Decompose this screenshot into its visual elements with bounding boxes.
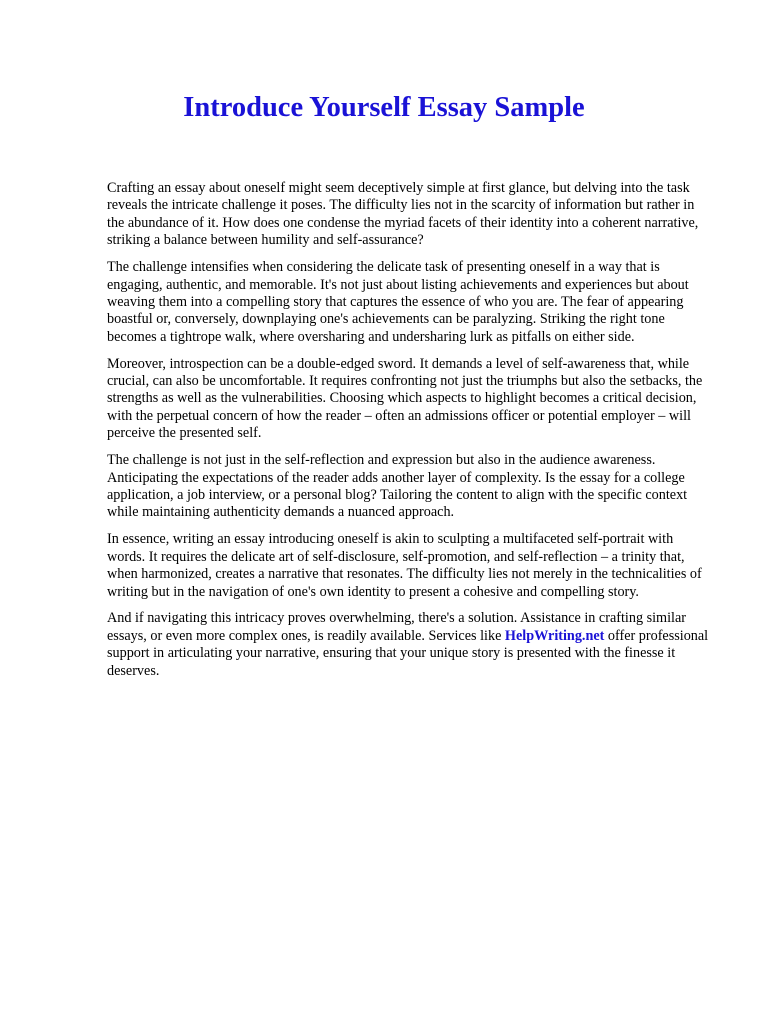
- paragraph-5: In essence, writing an essay introducing oneself is akin to sculpting a multifaceted self-portrait with words. It requires the delicate art of self-disclosure, self-promotion, and self-reflection – a trinity that, when harmonized, creates a narrative that resonates. The difficulty lies not merely in the technicalities of writing but in the navigation of one's own identity to present a cohesive and compelling story.: [107, 531, 702, 600]
- paragraph-3: Moreover, introspection can be a double-edged sword. It demands a level of self-awareness that, while crucial, can also be uncomfortable. It requires confronting not just the triumphs but also the setbacks, the strengths as well as the vulnerabilities. Choosing which aspects to highlight becomes a critical decision, with the perpetual concern of how the reader – often an admissions officer or potential employer – will perceive the presented self.: [107, 355, 703, 442]
- paragraph-1: Crafting an essay about oneself might seem deceptively simple at first glance, but delving into the task reveals the intricate challenge it poses. The difficulty lies not in the scarcity of information but rather in the abundance of it. How does one condense the myriad facets of their identity into a coherent narrative, striking a balance between humility and self-assurance?: [107, 180, 699, 249]
- page-title: Introduce Yourself Essay Sample: [183, 92, 585, 123]
- helpwriting-link[interactable]: HelpWriting.net: [504, 627, 605, 644]
- paragraph-6-after-link: offer professional support in articulating your narrative, ensuring that your unique story is presented with the finesse it deserves.: [107, 627, 709, 679]
- paragraph-4: The challenge is not just in the self-reflection and expression but also in the audience awareness. Anticipating the expectations of the reader adds another layer of complexity. Is the essay for a college application, a job interview, or a personal blog? Tailoring the content to align with the specific context while maintaining authenticity demands a nuanced approach.: [107, 452, 688, 521]
- paragraph-6: [107, 610, 712, 680]
- paragraph-2: The challenge intensifies when considering the delicate task of presenting oneself in a way that is engaging, authentic, and memorable. It's not just about listing achievements and experiences but about weaving them into a compelling story that captures the essence of who you are. The fear of appearing boastful or, conversely, downplaying one's achievements can be paralyzing. Striking the right tone becomes a tightrope walk, where oversharing and undersharing lurk as pitfalls on either side.: [107, 259, 689, 345]
- essay-body: [107, 180, 712, 690]
- paragraph-6-before-link: And if navigating this intricacy proves overwhelming, there's a solution. Assistance in crafting similar essays, or even more complex ones, is readily available. Services like: [107, 610, 686, 644]
